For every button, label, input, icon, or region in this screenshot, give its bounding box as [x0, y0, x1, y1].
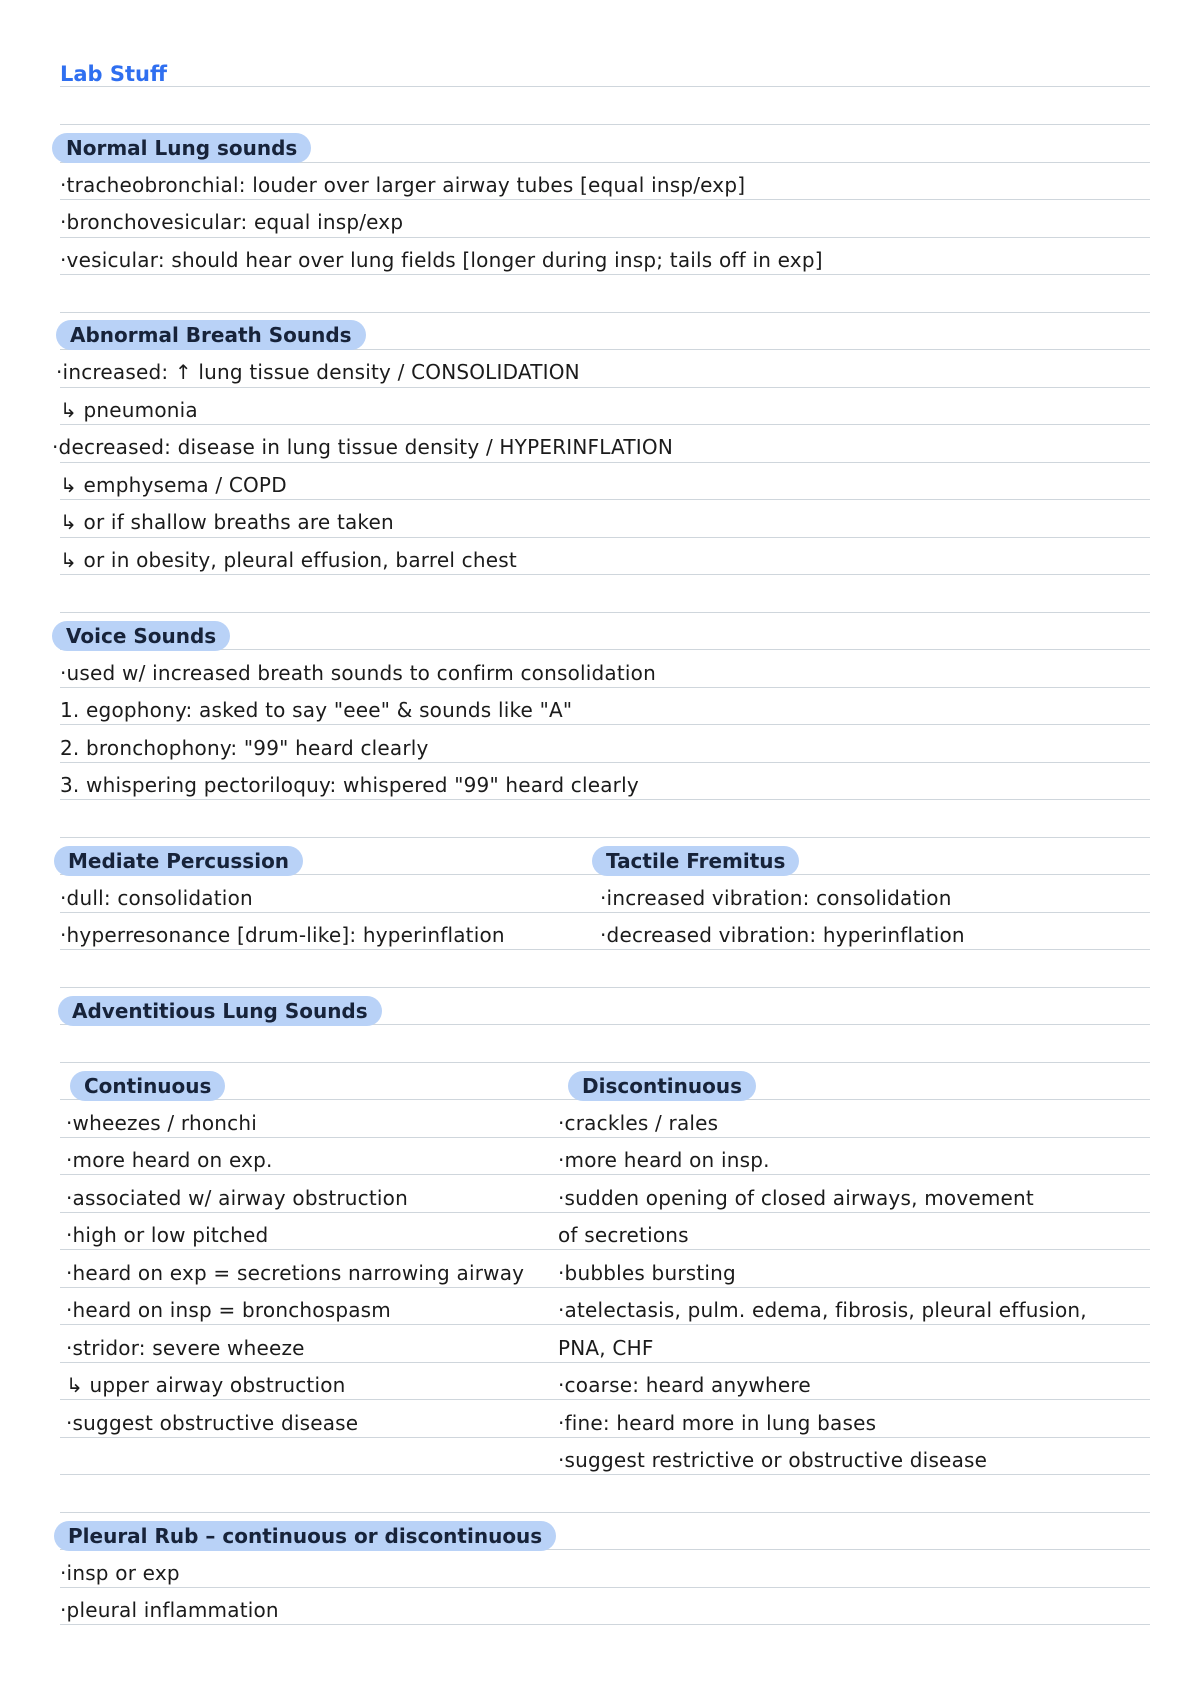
note-line: ·suggest restrictive or obstructive disease: [558, 1448, 988, 1472]
rule-line: [60, 1174, 1150, 1175]
rule-line: [60, 1587, 1150, 1588]
subsection-heading: Continuous: [70, 1071, 225, 1101]
section-heading: Adventitious Lung Sounds: [58, 996, 382, 1026]
rule-line: [60, 837, 1150, 838]
rule-line: [60, 274, 1150, 275]
rule-line: [60, 237, 1150, 238]
note-line: ·suggest obstructive disease: [66, 1411, 359, 1435]
note-line: ↳ upper airway obstruction: [66, 1373, 346, 1397]
rule-line: [60, 949, 1150, 950]
rule-line: [60, 312, 1150, 313]
note-line: PNA, CHF: [558, 1336, 654, 1360]
rule-line: [60, 799, 1150, 800]
note-line: ·crackles / rales: [558, 1111, 719, 1135]
rule-line: [60, 499, 1150, 500]
note-line: ·sudden opening of closed airways, movement: [558, 1186, 1034, 1210]
section-heading: Pleural Rub – continuous or discontinuous: [54, 1521, 556, 1551]
rule-line: [60, 1324, 1150, 1325]
note-line: ·insp or exp: [60, 1561, 180, 1585]
rule-line: [60, 1437, 1150, 1438]
note-line: 2. bronchophony: "99" heard clearly: [60, 736, 429, 760]
note-line: ·more heard on exp.: [66, 1148, 273, 1172]
note-line: 1. egophony: asked to say "eee" & sounds like "A": [60, 698, 573, 722]
rule-line: [60, 1287, 1150, 1288]
rule-line: [60, 762, 1150, 763]
note-line: of secretions: [558, 1223, 689, 1247]
note-line: ·increased: ↑ lung tissue density / CONSOLIDATION: [56, 360, 580, 384]
note-line: ·fine: heard more in lung bases: [558, 1411, 877, 1435]
rule-line: [60, 1399, 1150, 1400]
rule-line: [60, 424, 1150, 425]
note-line: ·bronchovesicular: equal insp/exp: [60, 210, 404, 234]
rule-line: [60, 687, 1150, 688]
rule-line: [60, 1512, 1150, 1513]
note-line: ·heard on insp = bronchospasm: [66, 1298, 391, 1322]
note-line: ·hyperresonance [drum-like]: hyperinflation: [60, 923, 505, 947]
note-line: ·coarse: heard anywhere: [558, 1373, 811, 1397]
note-line: ·increased vibration: consolidation: [600, 886, 952, 910]
section-heading: Normal Lung sounds: [52, 133, 311, 163]
subsection-heading: Discontinuous: [568, 1071, 756, 1101]
section-heading: Voice Sounds: [52, 621, 230, 651]
note-line: ·bubbles bursting: [558, 1261, 736, 1285]
section-heading: Tactile Fremitus: [592, 846, 799, 876]
rule-line: [60, 987, 1150, 988]
note-line: ·dull: consolidation: [60, 886, 253, 910]
rule-line: [60, 1362, 1150, 1363]
rule-line: [60, 199, 1150, 200]
note-line: ↳ or if shallow breaths are taken: [60, 510, 394, 534]
note-line: ·atelectasis, pulm. edema, fibrosis, pleural effusion,: [558, 1298, 1087, 1322]
note-line: ·pleural inflammation: [60, 1598, 279, 1622]
note-line: ·heard on exp = secretions narrowing airway: [66, 1261, 525, 1285]
note-line: ↳ emphysema / COPD: [60, 473, 287, 497]
note-line: ·decreased vibration: hyperinflation: [600, 923, 965, 947]
note-line: ·stridor: severe wheeze: [66, 1336, 305, 1360]
rule-line: [60, 912, 1150, 913]
note-line: ·wheezes / rhonchi: [66, 1111, 257, 1135]
section-heading: Abnormal Breath Sounds: [56, 320, 366, 350]
rule-line: [60, 649, 1150, 650]
rule-line: [60, 1474, 1150, 1475]
note-line: ↳ pneumonia: [60, 398, 198, 422]
rule-line: [60, 1249, 1150, 1250]
page-title: Lab Stuff: [60, 62, 168, 86]
rule-line: [60, 1624, 1150, 1625]
rule-line: [60, 574, 1150, 575]
rule-line: [60, 387, 1150, 388]
note-line: ·vesicular: should hear over lung fields [longer during insp; tails off in exp]: [60, 248, 823, 272]
rule-line: [60, 724, 1150, 725]
rule-line: [60, 462, 1150, 463]
note-line: ·more heard on insp.: [558, 1148, 770, 1172]
rule-line: [60, 1137, 1150, 1138]
note-line: ↳ or in obesity, pleural effusion, barrel chest: [60, 548, 517, 572]
note-line: ·tracheobronchial: louder over larger airway tubes [equal insp/exp]: [60, 173, 746, 197]
rule-line: [60, 86, 1150, 87]
rule-line: [60, 124, 1150, 125]
rule-line: [60, 1062, 1150, 1063]
rule-line: [60, 612, 1150, 613]
rule-line: [60, 1212, 1150, 1213]
section-heading: Mediate Percussion: [54, 846, 303, 876]
note-line: ·high or low pitched: [66, 1223, 269, 1247]
note-line: ·associated w/ airway obstruction: [66, 1186, 408, 1210]
note-line: ·decreased: disease in lung tissue density / HYPERINFLATION: [52, 435, 673, 459]
note-line: 3. whispering pectoriloquy: whispered "99" heard clearly: [60, 773, 639, 797]
note-line: ·used w/ increased breath sounds to confirm consolidation: [60, 661, 656, 685]
rule-line: [60, 537, 1150, 538]
